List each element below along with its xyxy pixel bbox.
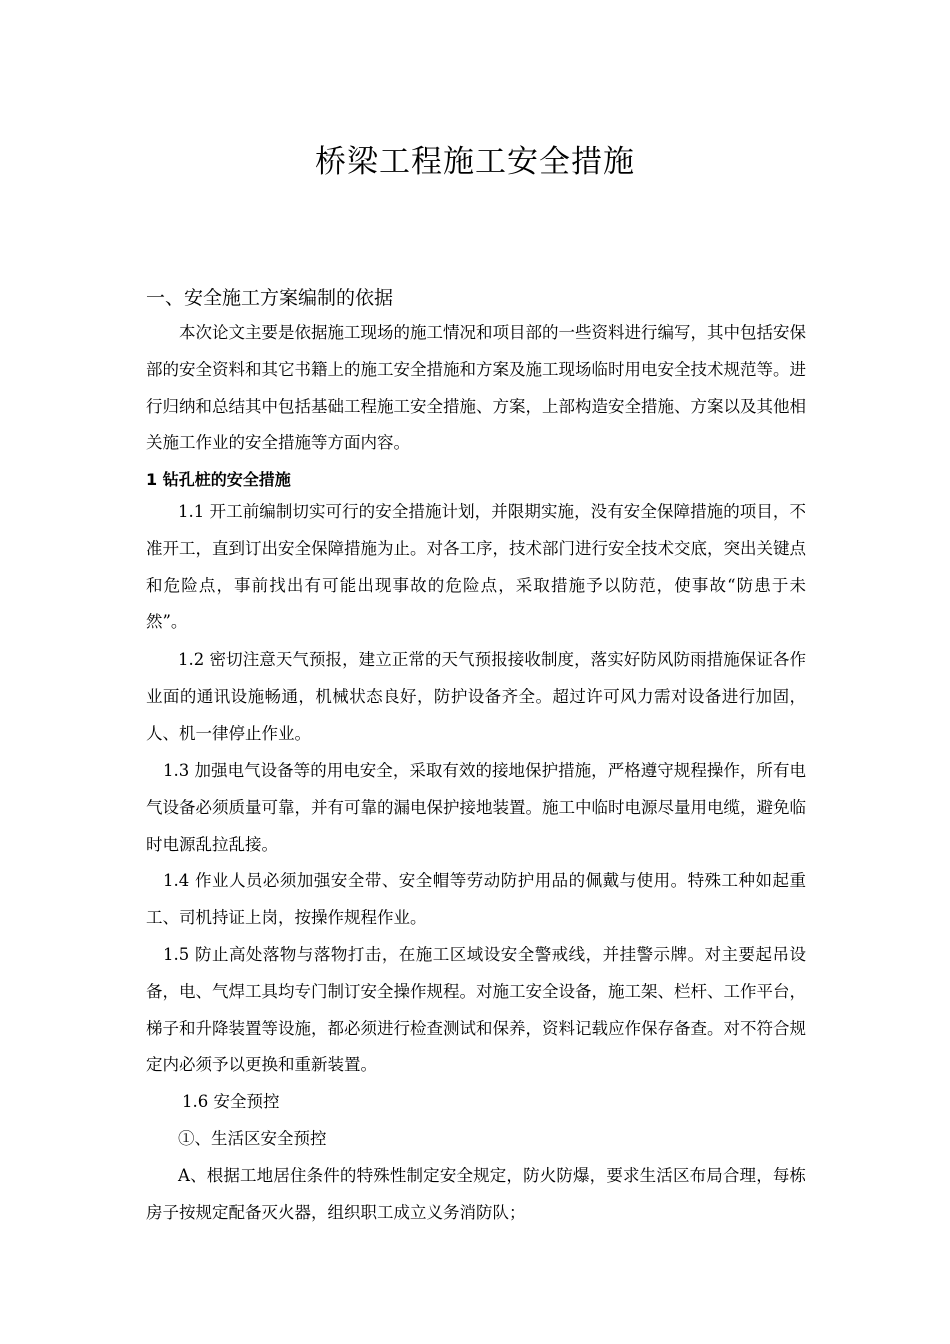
paragraph-1-6-1: ①、生活区安全预控 [178, 1129, 327, 1148]
paragraph-1-3: 1.3 加强电气设备等的用电安全，采取有效的接地保护措施，严格遵守规程操作，所有电气设备必须质量可靠，并有可靠的漏电保护接地装置。施工中临时电源尽量用电缆，避免临时电源乱拉乱接。 [146, 761, 806, 854]
paragraph-1-1: 1.1 开工前编制切实可行的安全措施计划，并限期实施，没有安全保障措施的项目，不准开工，直到订出安全保障措施为止。对各工序，技术部门进行安全技术交底，突出关键点和危险点，事前找出有可能出现事故的危险点，采取措施予以防范，使事故“防患于未然”。 [146, 502, 806, 632]
section-heading-basis: 一、安全施工方案编制的依据 [146, 287, 394, 309]
paragraph-1-4: 1.4 作业人员必须加强安全带、安全帽等劳动防护用品的佩戴与使用。特殊工种如起重工、司机持证上岗，按操作规程作业。 [146, 871, 806, 927]
intro-paragraph: 本次论文主要是依据施工现场的施工情况和项目部的一些资料进行编写，其中包括安保部的安全资料和其它书籍上的施工安全措施和方案及施工现场临时用电安全技术规范等。进行归纳和总结其中包括基础工程施工安全措施、方案，上部构造安全措施、方案以及其他相关施工作业的安全措施等方面内容。 [146, 323, 806, 453]
document-title: 桥梁工程施工安全措施 [315, 144, 635, 180]
paragraph-1-2: 1.2 密切注意天气预报，建立正常的天气预报接收制度，落实好防风防雨措施保证各作业面的通讯设施畅通，机械状态良好，防护设备齐全。超过许可风力需对设备进行加固，人、机一律停止作业。 [146, 650, 806, 743]
paragraph-1-5: 1.5 防止高处落物与落物打击，在施工区域设安全警戒线，并挂警示牌。对主要起吊设备，电、气焊工具均专门制订安全操作规程。对施工安全设备，施工架、栏杆、工作平台，梯子和升降装置等设施，都必须进行检查测试和保养，资料记载应作保存备查。对不符合规定内必须予以更换和重新装置。 [146, 945, 806, 1075]
paragraph-1-6: 1.6 安全预控 [182, 1092, 280, 1111]
paragraph-1-6-1-a: A、根据工地居住条件的特殊性制定安全规定，防火防爆，要求生活区布局合理，每栋房子按规定配备灭火器，组织职工成立义务消防队； [146, 1166, 806, 1222]
subsection-heading-bored-pile: 1 钻孔桩的安全措施 [146, 470, 291, 489]
